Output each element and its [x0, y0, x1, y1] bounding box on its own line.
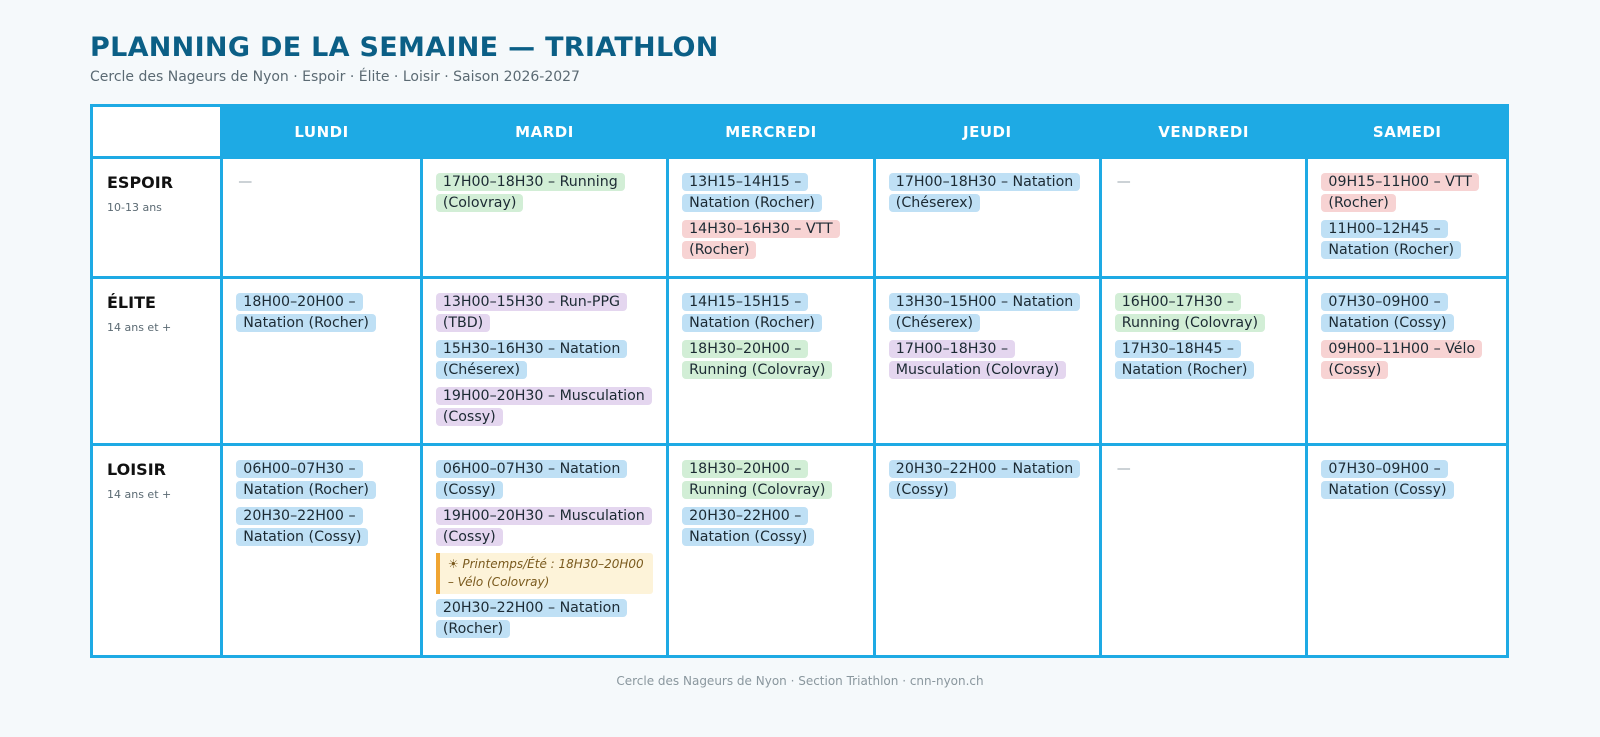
session-item — [682, 339, 860, 380]
session-item — [436, 459, 653, 500]
session-item — [682, 219, 860, 260]
session-item — [436, 292, 653, 333]
seasonal-note: ☀ Printemps/Été : 18H30–20H00 – Vélo (Colovray) — [436, 553, 653, 594]
session-label: 20H30–22H00 – Natation (Cossy) — [682, 507, 814, 546]
session-item — [682, 459, 860, 500]
session-label: 20H30–22H00 – Natation (Cossy) — [889, 460, 1081, 499]
session-item — [436, 598, 653, 639]
session-item — [682, 506, 860, 547]
session-label: 13H15–14H15 – Natation (Rocher) — [682, 173, 822, 212]
session-label: 15H30–16H30 – Natation (Chéserex) — [436, 340, 628, 379]
session-label: 07H30–09H00 – Natation (Cossy) — [1321, 460, 1453, 499]
session-item — [236, 292, 407, 333]
page-title: PLANNING DE LA SEMAINE — TRIATHLON — [90, 32, 719, 63]
group-age: 14 ans et + — [107, 488, 172, 501]
day-header-samedi: SAMEDI — [1307, 106, 1508, 158]
session-label: 17H00–18H30 – Natation (Chéserex) — [889, 173, 1081, 212]
schedule-cell-mercredi — [668, 158, 875, 278]
group-age: 14 ans et + — [107, 321, 172, 334]
schedule-cell-mercredi — [668, 445, 875, 657]
session-label: 17H00–18H30 – Musculation (Colovray) — [889, 340, 1066, 379]
session-item — [436, 506, 653, 547]
schedule-cell-jeudi — [874, 278, 1100, 445]
days-header-row — [92, 106, 1508, 158]
session-item — [1321, 459, 1493, 500]
session-item — [1115, 292, 1293, 333]
session-item — [682, 172, 860, 213]
group-age: 10-13 ans — [107, 201, 162, 214]
session-item — [1321, 172, 1493, 213]
session-label: 11H00–12H45 – Natation (Rocher) — [1321, 220, 1461, 259]
schedule-cell-mercredi — [668, 278, 875, 445]
group-name: ÉLITE — [107, 293, 156, 312]
schedule-cell-vendredi — [1100, 445, 1307, 657]
corner-cell — [92, 106, 222, 158]
group-name: LOISIR — [107, 460, 166, 479]
weekly-schedule-table — [90, 104, 1509, 658]
session-label: 09H00–11H00 – Vélo (Cossy) — [1321, 340, 1482, 379]
session-item — [889, 459, 1086, 500]
session-label: 18H30–20H00 – Running (Colovray) — [682, 460, 832, 499]
schedule-cell-samedi — [1307, 158, 1508, 278]
schedule-cell-samedi — [1307, 278, 1508, 445]
session-item — [236, 506, 407, 547]
session-item — [889, 292, 1086, 333]
day-header-lundi: LUNDI — [222, 106, 422, 158]
empty-marker: — — [1116, 461, 1131, 477]
session-label: 13H00–15H30 – Run-PPG (TBD) — [436, 293, 627, 332]
page-footer: Cercle des Nageurs de Nyon · Section Triathlon · cnn-nyon.ch — [616, 674, 984, 688]
session-item — [236, 459, 407, 500]
schedule-body — [92, 158, 1508, 657]
schedule-cell-lundi — [222, 445, 422, 657]
page-header — [90, 30, 719, 85]
session-label: 14H30–16H30 – VTT (Rocher) — [682, 220, 840, 259]
session-label: 16H00–17H30 – Running (Colovray) — [1115, 293, 1265, 332]
schedule-cell-mardi — [421, 445, 667, 657]
day-header-vendredi: VENDREDI — [1100, 106, 1307, 158]
day-header-jeudi: JEUDI — [874, 106, 1100, 158]
session-label: 07H30–09H00 – Natation (Cossy) — [1321, 293, 1453, 332]
session-label: 18H30–20H00 – Running (Colovray) — [682, 340, 832, 379]
session-item — [889, 172, 1086, 213]
schedule-cell-vendredi — [1100, 278, 1307, 445]
session-item — [436, 339, 653, 380]
schedule-cell-lundi — [222, 278, 422, 445]
session-label: 13H30–15H00 – Natation (Chéserex) — [889, 293, 1081, 332]
session-label: 06H00–07H30 – Natation (Rocher) — [236, 460, 376, 499]
session-label: 09H15–11H00 – VTT (Rocher) — [1321, 173, 1479, 212]
session-item — [436, 172, 653, 213]
session-item — [682, 292, 860, 333]
session-label: 20H30–22H00 – Natation (Rocher) — [436, 599, 628, 638]
group-row-loisir — [92, 445, 1508, 657]
empty-marker: — — [238, 174, 253, 190]
day-header-mardi: MARDI — [421, 106, 667, 158]
group-header-cell — [92, 445, 222, 657]
session-item — [1321, 339, 1493, 380]
session-label: 17H30–18H45 – Natation (Rocher) — [1115, 340, 1255, 379]
empty-marker: — — [1116, 174, 1131, 190]
schedule-cell-mardi — [421, 158, 667, 278]
session-item — [436, 386, 653, 427]
group-header-cell — [92, 278, 222, 445]
page-subtitle: Cercle des Nageurs de Nyon · Espoir · Élite · Loisir · Saison 2026-2027 — [90, 69, 580, 85]
day-header-mercredi: MERCREDI — [668, 106, 875, 158]
schedule-cell-vendredi — [1100, 158, 1307, 278]
schedule-cell-samedi — [1307, 445, 1508, 657]
schedule-cell-jeudi — [874, 158, 1100, 278]
session-label: 06H00–07H30 – Natation (Cossy) — [436, 460, 628, 499]
session-label: 20H30–22H00 – Natation (Cossy) — [236, 507, 368, 546]
schedule-cell-lundi — [222, 158, 422, 278]
session-label: 19H00–20H30 – Musculation (Cossy) — [436, 507, 652, 546]
group-name: ESPOIR — [107, 173, 174, 192]
session-item — [1321, 219, 1493, 260]
session-label: 19H00–20H30 – Musculation (Cossy) — [436, 387, 652, 426]
group-row-espoir — [92, 158, 1508, 278]
group-row-élite — [92, 278, 1508, 445]
session-label: 17H00–18H30 – Running (Colovray) — [436, 173, 625, 212]
session-label: 14H15–15H15 – Natation (Rocher) — [682, 293, 822, 332]
schedule-cell-jeudi — [874, 445, 1100, 657]
schedule-cell-mardi — [421, 278, 667, 445]
group-header-cell — [92, 158, 222, 278]
session-item — [1115, 339, 1293, 380]
session-item — [1321, 292, 1493, 333]
session-item — [889, 339, 1086, 380]
session-label: 18H00–20H00 – Natation (Rocher) — [236, 293, 376, 332]
